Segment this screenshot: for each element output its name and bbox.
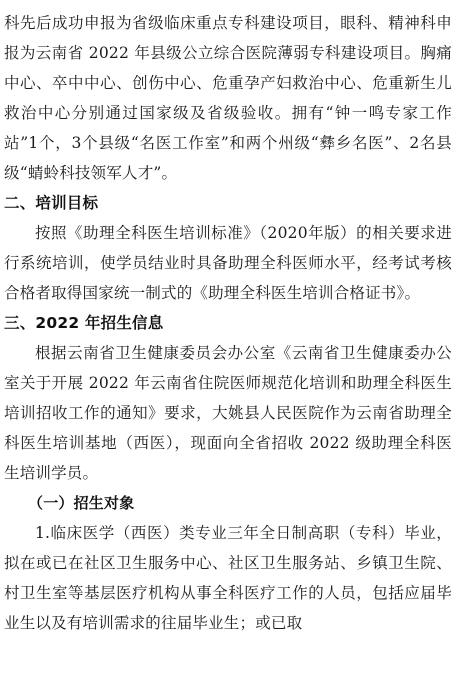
target-item-1-paragraph: 1.临床医学（西医）类专业三年全日制高职（专科）毕业，拟在或已在社区卫生服务中心、社区卫生服务站、乡镇卫生院、村卫生室等基层医疗机构从事全科医疗工作的人员，包括应届毕业生以及有培训需求的往届毕业生；或已取: [4, 524, 452, 632]
subsection-heading-target: （一）招生对象: [28, 494, 135, 512]
section-heading-recruit-info: 三、2022 年招生信息: [4, 314, 164, 332]
training-goal-paragraph: 按照《助理全科医生培训标准》（2020年版）的相关要求进行系统培训，使学员结业时具备助理全科医师水平，经考试考核合格者取得国家统一制式的《助理全科医生培训合格证书》。: [4, 224, 452, 302]
intro-paragraph: 科先后成功申报为省级临床重点专科建设项目，眼科、精神科申报为云南省 2022 年县级公立综合医院薄弱专科建设项目。胸痛中心、卒中中心、创伤中心、危重孕产妇救治中心、危重新生儿救治中心分别通过国家级及省级验收。拥有“钟一鸣专家工作站”1个，3个县级“名医工作室”和两个州级“彝乡名医”、2名县级“蜻蛉科技领军人才”。: [4, 14, 452, 182]
section-heading-training-goal: 二、培训目标: [4, 194, 99, 212]
recruit-info-paragraph: 根据云南省卫生健康委员会办公室《云南省卫生健康委办公室关于开展 2022 年云南省住院医师规范化培训和助理全科医生培训招收工作的通知》要求，大姚县人民医院作为云南省助理全科医生培训基地（西医），现面向全省招收 2022 级助理全科医生培训学员。: [4, 344, 452, 482]
